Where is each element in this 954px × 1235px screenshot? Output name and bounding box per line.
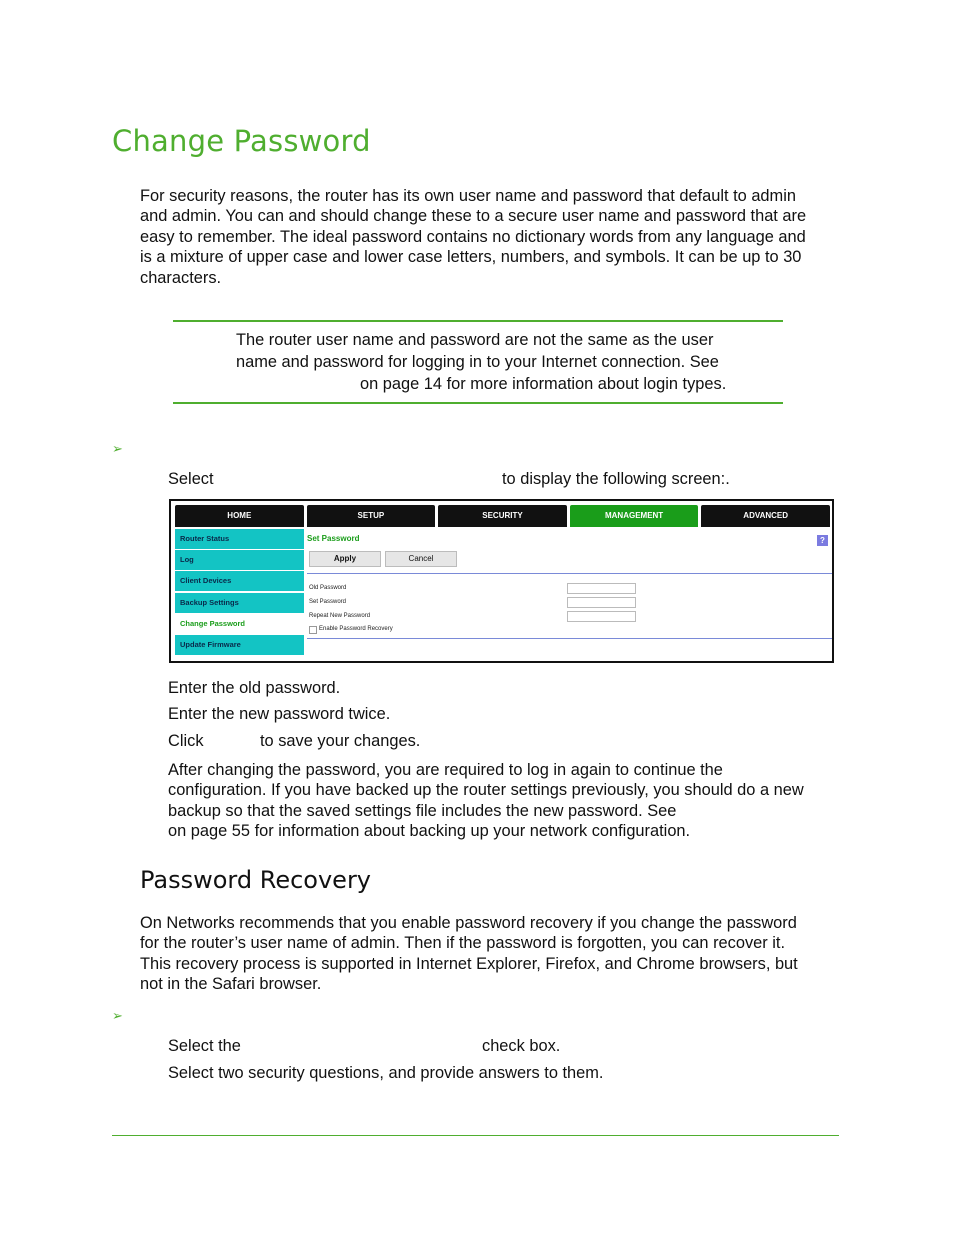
tab-security[interactable]: SECURITY [438,505,567,527]
step-click-after: to save your changes. [260,732,421,750]
intro-line: is a mixture of upper case and lower case letters, numbers, and symbols. It can be up to 30 [140,248,802,267]
tab-advanced[interactable]: ADVANCED [701,505,830,527]
enable-recovery-label: Enable Password Recovery [319,626,393,632]
tab-management[interactable]: MANAGEMENT [570,505,699,527]
note-line: name and password for logging in to your Internet connection. See [236,353,719,371]
recovery-line: This recovery process is supported in Internet Explorer, Firefox, and Chrome browsers, but [140,954,798,973]
after-line: on page 55 for information about backing up your network configuration. [168,822,691,841]
arrow-bullet-icon: ➢ [112,441,123,456]
sidebar-item-log[interactable]: Log [175,550,304,570]
help-icon[interactable]: ? [817,535,828,546]
recovery-line: for the router’s user name of admin. Then if the password is forgotten, you can recover it. [140,934,786,953]
tab-home[interactable]: HOME [175,505,304,527]
note-line: The router user name and password are not the same as the user [236,331,714,349]
step-select-after: to display the following screen:. [502,470,730,488]
after-line: After changing the password, you are required to log in again to continue the [168,761,723,779]
step-old-password: Enter the old password. [168,679,341,697]
top-tabs [175,505,830,527]
section-heading: Password Recovery [140,866,372,894]
note-line: on page 14 for more information about login types. [360,375,727,393]
arrow-bullet-icon: ➢ [112,1008,123,1023]
recovery-line: On Networks recommends that you enable password recovery if you change the password [140,914,797,932]
sidebar-item-backup-settings[interactable]: Backup Settings [175,593,304,613]
enable-recovery-checkbox[interactable] [309,626,317,634]
sidebar-item-router-status[interactable]: Router Status [175,529,304,549]
step-select-before: Select [168,470,214,488]
note-bottom-rule [173,402,783,404]
intro-paragraph [140,186,840,288]
settings-panel [307,529,832,659]
divider [307,638,832,639]
sidebar-item-update-firmware[interactable]: Update Firmware [175,635,304,655]
after-line: backup so that the saved settings file includes the new password. See [168,801,677,820]
note-top-rule [173,320,783,322]
intro-line: and admin. You can and should change these to a secure user name and password that are [140,207,807,226]
sidebar-item-client-devices[interactable]: Client Devices [175,571,304,591]
cancel-button[interactable]: Cancel [385,551,457,567]
set-password-field[interactable] [567,597,636,608]
apply-button[interactable]: Apply [309,551,381,567]
step-click-before: Click [168,732,204,750]
sidebar-item-change-password[interactable]: Change Password [175,614,304,634]
after-change-paragraph [168,760,848,842]
intro-line: For security reasons, the router has its own user name and password that default to admin [140,187,796,205]
step-new-password: Enter the new password twice. [168,705,391,723]
step-security-questions: Select two security questions, and provide answers to them. [168,1064,604,1082]
repeat-password-label: Repeat New Password [309,613,371,619]
divider [307,573,832,574]
tab-setup[interactable]: SETUP [307,505,436,527]
repeat-password-field[interactable] [567,611,636,622]
footer-rule [112,1135,839,1136]
router-ui-screenshot [169,499,834,663]
set-password-label: Set Password [309,599,347,605]
step-select-checkbox-after: check box. [482,1037,561,1055]
recovery-paragraph [140,913,840,995]
after-line: configuration. If you have backed up the router settings previously, you should do a new [168,781,804,800]
sidebar [175,529,304,656]
old-password-field[interactable] [567,583,636,594]
intro-line: easy to remember. The ideal password contains no dictionary words from any language and [140,227,806,246]
old-password-label: Old Password [309,585,347,591]
panel-title: Set Password [307,534,360,543]
intro-line: characters. [140,268,222,287]
step-select-checkbox-before: Select the [168,1037,241,1055]
page-title: Change Password [112,124,371,158]
recovery-line: not in the Safari browser. [140,975,322,994]
